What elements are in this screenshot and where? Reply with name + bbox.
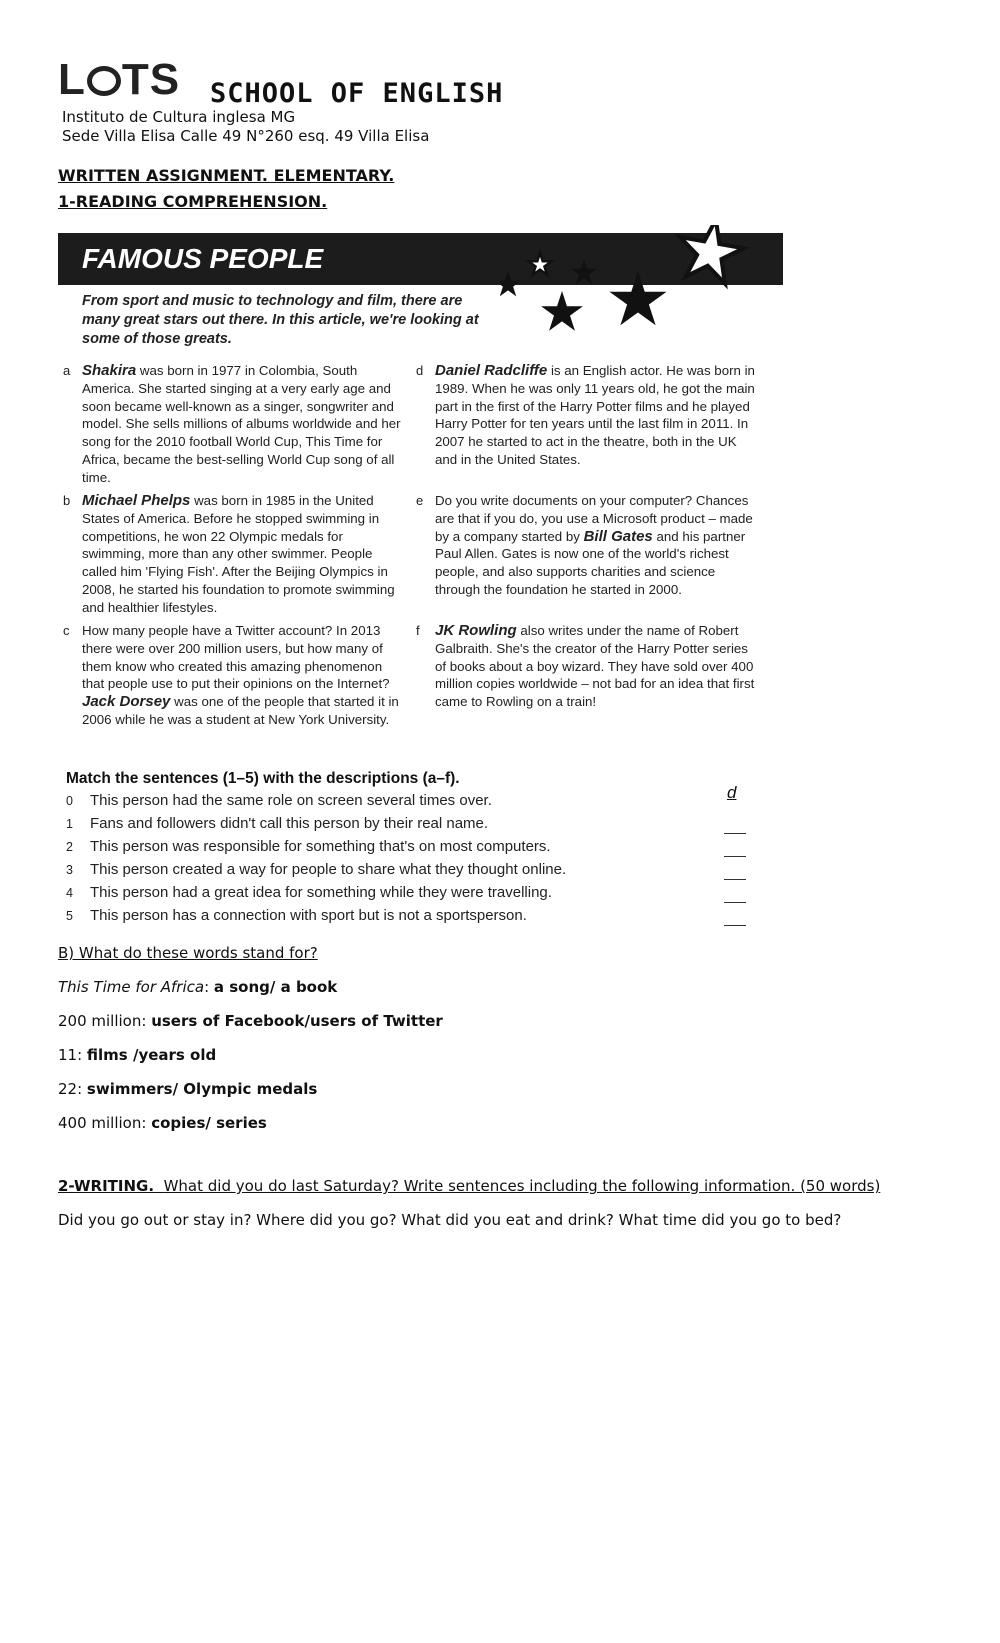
article-item-b: b Michael Phelps was born in 1985 in the United States of America. Before he stopped swimming in competitions, he won 22 Olympic medals for swimming, more than any other swimmer. People called him 'Flying Fish'. After the Beijing Olympics in 2008, he started his foundation to promote swimming and healthier lifestyles. bbox=[63, 492, 395, 615]
address-line: Sede Villa Elisa Calle 49 N°260 esq. 49 Villa Elisa bbox=[62, 127, 430, 145]
star-icon bbox=[529, 253, 552, 275]
article-intro: From sport and music to technology and film, there are many great stars out there. In this article, we're looking at some of those greats. bbox=[82, 293, 479, 347]
answer-blank-3[interactable] bbox=[724, 863, 746, 880]
stars-decoration bbox=[500, 225, 800, 355]
star-icon bbox=[571, 259, 598, 284]
part-b-question: 400 million: copies/ series bbox=[58, 1114, 267, 1132]
matching-sentence: 3 This person created a way for people to share what they thought online. bbox=[66, 861, 567, 878]
part-b-question: 22: swimmers/ Olympic medals bbox=[58, 1080, 318, 1098]
part-b-title: B) What do these words stand for? bbox=[58, 944, 318, 962]
matching-instructions: Match the sentences (1–5) with the descriptions (a–f). bbox=[66, 770, 460, 787]
answer-blank-4[interactable] bbox=[724, 886, 746, 903]
article-item-d: d Daniel Radcliffe is an English actor. He was born in 1989. When he was only 11 years old, he got the main part in the first of the Harry Potter films and he played Harry Potter for ten years until the last film in 2011. In 2007 he started to act in the theatre, both in the UK and in the United States. bbox=[416, 362, 755, 467]
answer-blank-1[interactable] bbox=[724, 817, 746, 834]
article-item-e: e Do you write documents on your computer? Chances are that if you do, you use a Microsoft product – made by a company started by Bill Gates and his partner Paul Allen. Gates is now one of the world's richest people, and also supports charities and science through the foundation he started in 2000. bbox=[416, 493, 753, 597]
matching-sentence: 5 This person has a connection with sport but is not a sportsperson. bbox=[66, 907, 527, 924]
writing-questions: Did you go out or stay in? Where did you go? What did you eat and drink? What time did you go to bed? bbox=[58, 1211, 842, 1229]
writing-task: 2-WRITING. What did you do last Saturday? Write sentences including the following information. (50 words) bbox=[58, 1177, 881, 1195]
matching-sentence: 2 This person was responsible for something that's on most computers. bbox=[66, 838, 551, 855]
school-name: SCHOOL OF ENGLISH bbox=[210, 78, 504, 109]
matching-sentence: 0 This person had the same role on screen several times over. bbox=[66, 792, 492, 809]
star-icon bbox=[673, 225, 747, 286]
matching-sentence: 4 This person had a great idea for something while they were travelling. bbox=[66, 884, 552, 901]
article-item-f: f JK Rowling also writes under the name of Robert Galbraith. She's the creator of the Harry Potter series of books about a boy wizard. They have sold over 400 million copies worldwide – not bad for an idea that first came to Rowling on a train! bbox=[416, 622, 755, 710]
answer-blank-5[interactable] bbox=[724, 909, 746, 926]
article-item-a: a Shakira was born in 1977 in Colombia, South America. She started singing at a very early age and soon became well-known as a singer, songwriter and model. She sells millions of albums worldwide and her song for the 2010 football World Cup, This Time for Africa, became the best-selling World Cup song of all time. bbox=[63, 362, 401, 485]
example-answer: d bbox=[727, 783, 737, 802]
institute-line: Instituto de Cultura inglesa MG bbox=[62, 108, 296, 126]
school-logo: L TS bbox=[58, 55, 181, 104]
answer-blank-2[interactable] bbox=[724, 840, 746, 857]
matching-sentence: 1 Fans and followers didn't call this person by their real name. bbox=[66, 815, 489, 832]
article-title: FAMOUS PEOPLE bbox=[82, 243, 324, 274]
star-icon bbox=[609, 271, 666, 325]
star-icon bbox=[500, 271, 521, 296]
section-reading-heading: 1-READING COMPREHENSION. bbox=[58, 192, 328, 211]
article-item-c: c How many people have a Twitter account? In 2013 there were over 200 million users, but how many of them know who created this amazing phenomenon that people use to put their opinions on the Internet? Jack Dorsey was one of the people that started it in 2006 while he was a student at New York University. bbox=[63, 623, 399, 727]
part-b-question: 11: films /years old bbox=[58, 1046, 217, 1064]
logo-o-ring bbox=[87, 66, 121, 96]
star-icon bbox=[541, 291, 583, 331]
part-b-question: 200 million: users of Facebook/users of Twitter bbox=[58, 1012, 443, 1030]
part-b-question: This Time for Africa: a song/ a book bbox=[58, 978, 338, 996]
assignment-heading: WRITTEN ASSIGNMENT. ELEMENTARY. bbox=[58, 166, 395, 185]
